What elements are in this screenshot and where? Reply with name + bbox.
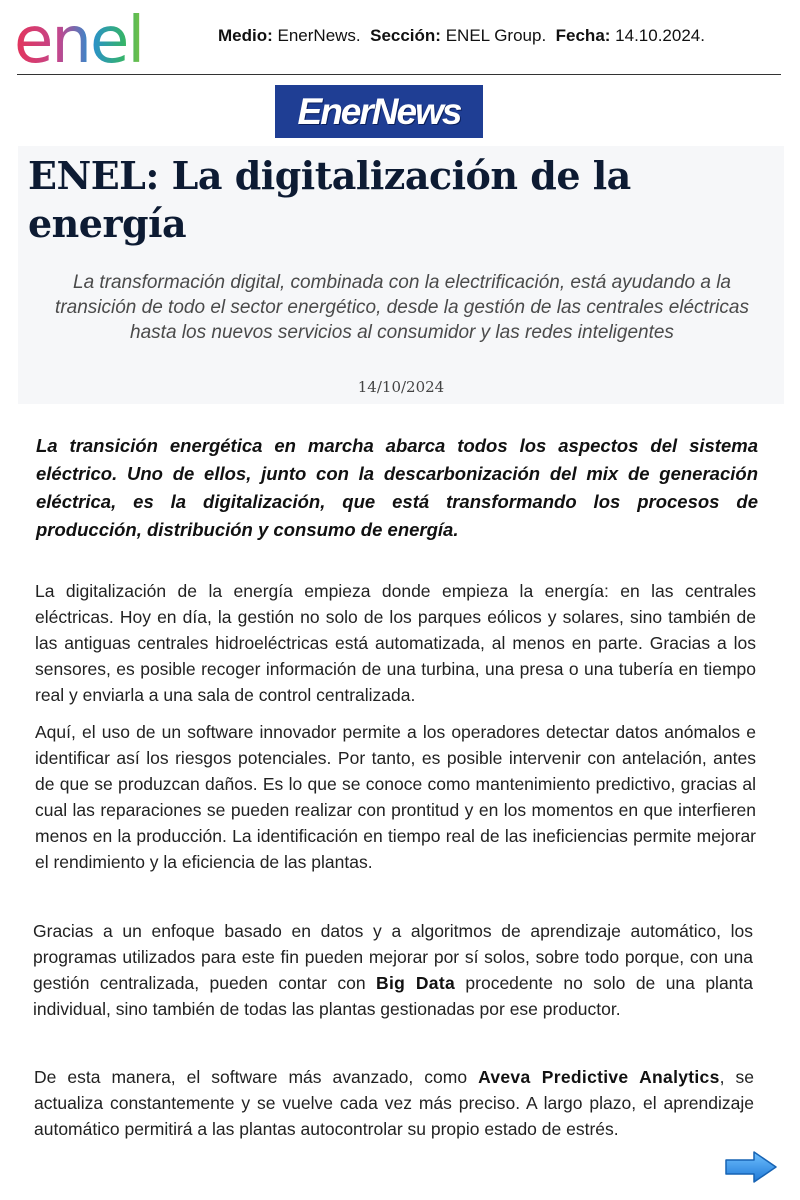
aveva-term: Aveva Predictive Analytics: [478, 1067, 720, 1087]
paragraph-3: [33, 918, 753, 1022]
enernews-logo-text: EnerNews: [297, 90, 461, 132]
article-subtitle: La transformación digital, combinada con la electrificación, está ayudando a la transición de todo el sector energético, desde la gestión de las centrales eléctricas hasta los nuevos servicios al consumidor y las redes inteligentes: [55, 272, 749, 343]
paragraph-1: La digitalización de la energía empieza donde empieza la energía: en las centrales eléctricas. Hoy en día, la gestión no solo de los parques eólicos y solares, sino también de las antiguas centrales hidroeléctricas está automatizada, al menos en parte. Gracias a los sensores, es posible recoger información de una turbina, una presa o una tubería en tiempo real y enviarla a una sala de control centralizada.: [35, 581, 756, 705]
paragraph-3-text-b: procedente no solo de una planta individual, sino también de todas las plantas gestionadas por ese productor.: [33, 973, 754, 1019]
enernews-logo: [275, 85, 483, 138]
fecha-label: Fecha:: [555, 26, 611, 45]
big-data-term: Big Data: [376, 973, 455, 993]
article-header: [18, 146, 784, 404]
enel-logo-text: enel: [14, 6, 144, 70]
article-date: 14/10/2024: [357, 378, 445, 396]
arrow-right-icon[interactable]: [724, 1150, 778, 1184]
paragraph-4: [34, 1064, 754, 1142]
seccion-value: ENEL Group.: [445, 26, 547, 45]
article-lead: La transición energética en marcha abarca todos los aspectos del sistema eléctrico. Uno de ellos, junto con la descarbonización del mix de generación eléctrica, es la digitalización, que está transformando los procesos de producción, distribución y consumo de energía.: [36, 435, 758, 540]
paragraph-4-text-a: De esta manera, el software más avanzado, como: [34, 1067, 479, 1087]
article-title: ENEL: La digitalización de la energía: [28, 153, 631, 246]
header-divider: [17, 74, 781, 75]
medio-label: Medio:: [218, 26, 273, 45]
paragraph-3-text-a: Gracias a un enfoque basado en datos y a algoritmos de aprendizaje automático, los programas utilizados para este fin pueden mejorar por sí solos, sobre todo porque, con una gestión centralizada, pueden contar con: [33, 921, 753, 993]
fecha-value: 14.10.2024.: [615, 26, 705, 45]
enel-logo: [14, 6, 184, 70]
header-meta: [218, 26, 705, 46]
paragraph-2: Aquí, el uso de un software innovador permite a los operadores detectar datos anómalos e identificar así los riesgos potenciales. Por tanto, es posible intervenir con antelación, antes de que se produzcan daños. Es lo que se conoce como mantenimiento predictivo, gracias al cual las reparaciones se pueden realizar con prontitud y en los momentos en que interfieren menos en la producción. La identificación en tiempo real de las ineficiencias permite mejorar el rendimiento y la eficiencia de las plantas.: [35, 722, 756, 872]
paragraph-4-text-b: , se actualiza constantemente y se vuelve cada vez más preciso. A largo plazo, el aprendizaje automático permitirá a las plantas autocontrolar su propio estado de estrés.: [34, 1067, 754, 1139]
seccion-label: Sección:: [370, 26, 441, 45]
medio-value: EnerNews.: [277, 26, 361, 45]
